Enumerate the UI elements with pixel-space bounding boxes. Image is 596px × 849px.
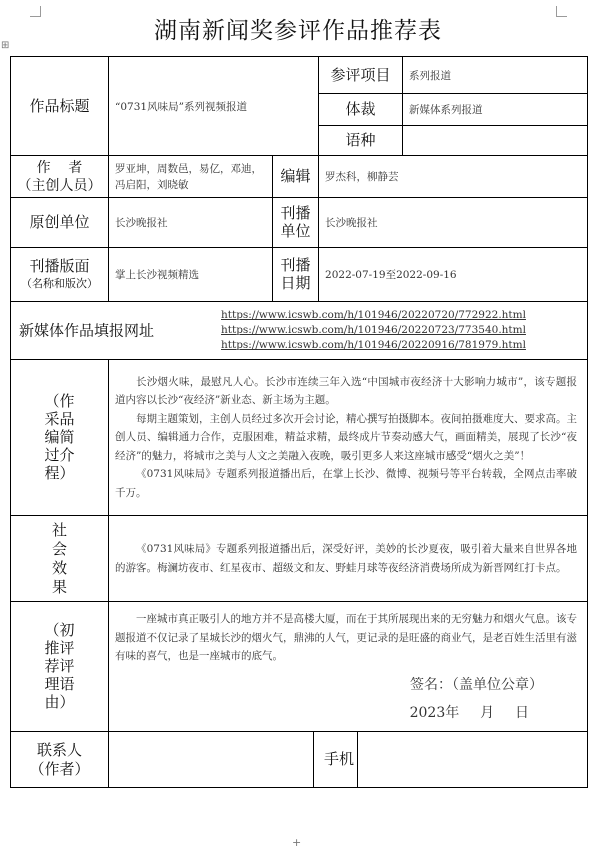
crop-mark	[30, 6, 41, 17]
publish-unit-label-text: 刊播单位	[280, 204, 311, 240]
section-label-sub: （名称和版次）	[21, 276, 98, 290]
date-label-text: 刊播日期	[280, 256, 311, 292]
url-link[interactable]: https://www.icswb.com/h/101946/20220723/773540.html	[221, 324, 526, 336]
table-move-handle-icon[interactable]: ⊞	[1, 40, 10, 51]
contact-value[interactable]	[109, 732, 314, 788]
process-text[interactable]	[109, 360, 588, 516]
author-value[interactable]: 罗亚坤，周数邑，易亿，邓迪，冯启阳，刘晓敏	[109, 156, 273, 198]
publish-unit-label	[273, 198, 319, 248]
genre-label: 体裁	[319, 94, 403, 126]
url-row	[11, 302, 588, 360]
author-label	[11, 156, 109, 198]
sign-date-line: 2023年 月 日	[409, 705, 530, 721]
process-label	[11, 360, 109, 516]
language-value[interactable]	[403, 126, 588, 156]
process-paragraph: 每期主题策划，主创人员经过多次开会讨论，精心撰写拍摄脚本。夜间拍摄难度大、要求高。主创人员、编辑通力合作，克服困难，精益求精，最终成片节奏动感大气，画面精美，展现了长沙“夜经济”的魅力，将城市之美与人文之美融入夜晚，吸引更多人来这座城市感受“烟火之美”！	[115, 412, 578, 462]
process-paragraph: 《0731风味局》专题系列报道播出后，在掌上长沙、微博、视频号等平台转载，全网点击率破千万。	[115, 468, 578, 499]
url-link[interactable]: https://www.icswb.com/h/101946/20220916/781979.html	[221, 339, 526, 351]
signature-line: 签名：（盖单位公章）	[410, 676, 544, 693]
review-paragraph: 一座城市真正吸引人的地方并不是高楼大厦，而在于其所展现出来的无穷魅力和烟火气息。该专题报道不仅记录了星城长沙的烟火气，鼎沸的人气，更记录的是旺盛的商业气，是老百姓生活里有滋有味的喜气，也是一座城市的底气。	[115, 613, 578, 662]
author-label-sub: （主创人员）	[17, 177, 102, 194]
editor-label: 编辑	[273, 156, 319, 198]
work-title-label: 作品标题	[11, 57, 109, 156]
unit-value[interactable]: 长沙晚报社	[109, 198, 273, 248]
category-value[interactable]: 系列报道	[403, 57, 588, 94]
contact-label-main: 联系人	[36, 740, 82, 759]
section-label	[11, 248, 109, 302]
crop-mark	[556, 6, 567, 17]
process-label-text: （作采品编简过介程）	[44, 392, 75, 482]
date-label	[273, 248, 319, 302]
contact-label	[11, 732, 109, 788]
url-label: 新媒体作品填报网址	[19, 321, 155, 339]
effect-label-text: 社会效果	[51, 520, 67, 596]
section-value[interactable]: 掌上长沙视频精选	[109, 248, 273, 302]
phone-value[interactable]	[358, 732, 588, 788]
category-label: 参评项目	[319, 57, 403, 94]
effect-paragraph: 《0731风味局》专题系列报道播出后，深受好评，美妙的长沙夏夜，吸引着大量来自世界各地的游客。梅澜坊夜市、红星夜市、超级文和友、野蛙月球等夜经济消费场所成为新晋网红打卡点。	[115, 543, 578, 574]
effect-text[interactable]	[109, 516, 588, 602]
work-title-value[interactable]: “0731风味局”系列视频报道	[109, 57, 319, 156]
page-title: 湖南新闻奖参评作品推荐表	[154, 18, 442, 44]
genre-value[interactable]: 新媒体系列报道	[403, 94, 588, 126]
process-paragraph: 长沙烟火味，最慰凡人心。长沙市连续三年入选“中国城市夜经济十大影响力城市”，该专题报道内容以长沙“夜经济”新业态、新主场为主题。	[115, 375, 578, 407]
url-link[interactable]: https://www.icswb.com/h/101946/20220720/772922.html	[221, 309, 526, 321]
phone-label: 手机	[314, 732, 358, 788]
section-label-main: 刊播版面	[29, 256, 90, 275]
date-value[interactable]: 2022-07-19至2022-09-16	[319, 248, 588, 302]
review-label	[11, 602, 109, 732]
review-text[interactable]	[109, 602, 588, 732]
effect-label	[11, 516, 109, 602]
recommendation-form-table	[10, 56, 588, 788]
language-label: 语种	[319, 126, 403, 156]
unit-label: 原创单位	[11, 198, 109, 248]
editor-value[interactable]: 罗杰科，柳静芸	[319, 156, 588, 198]
author-label-main: 作 者	[36, 159, 83, 176]
publish-unit-value[interactable]: 长沙晚报社	[319, 198, 588, 248]
table-resize-handle-icon[interactable]: +	[292, 836, 302, 849]
review-label-text: （初推评荐评理语由）	[44, 621, 75, 711]
contact-label-sub: （作者）	[29, 759, 90, 778]
